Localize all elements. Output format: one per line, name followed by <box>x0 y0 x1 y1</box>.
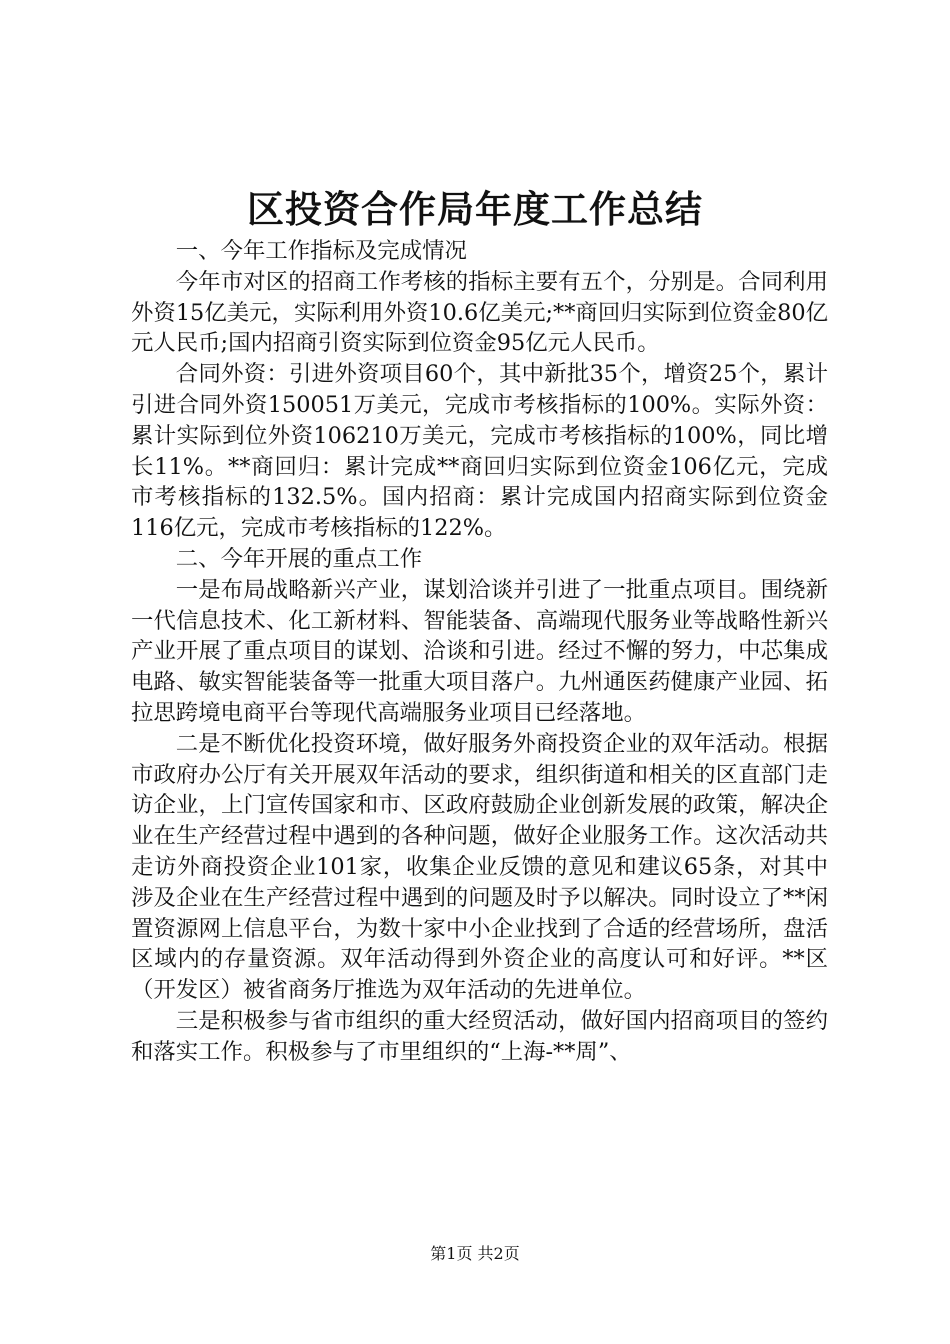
page-number-footer: 第1页 共2页 <box>430 1244 520 1263</box>
paragraph: 今年市对区的招商工作考核的指标主要有五个，分别是。合同利用外资15亿美元，实际利用外资10.6亿美元;**商回归实际到位资金80亿元人民币;国内招商引资实际到位资金95亿元人民币。 <box>131 268 828 357</box>
document-body <box>131 236 828 1068</box>
paragraph: 三是积极参与省市组织的重大经贸活动，做好国内招商项目的签约和落实工作。积极参与了市里组织的“上海-**周”、 <box>131 1007 828 1065</box>
paragraph: 一是布局战略新兴产业，谋划洽谈并引进了一批重点项目。围绕新一代信息技术、化工新材料、智能装备、高端现代服务业等战略性新兴产业开展了重点项目的谋划、洽谈和引进。经过不懈的努力，中芯集成电路、敏实智能装备等一批重大项目落户。九州通医药健康产业园、拓拉思跨境电商平台等现代高端服务业项目已经落地。 <box>131 576 828 726</box>
section-heading-1: 一、今年工作指标及完成情况 <box>175 238 467 264</box>
section-heading-2: 二、今年开展的重点工作 <box>175 545 423 572</box>
paragraph: 二是不断优化投资环境，做好服务外商投资企业的双年活动。根据市政府办公厅有关开展双年活动的要求，组织街道和相关的区直部门走访企业，上门宣传国家和市、区政府鼓励企业创新发展的政策，解决企业在生产经营过程中遇到的各种问题，做好企业服务工作。这次活动共走访外商投资企业101家，收集企业反馈的意见和建议65条，对其中涉及企业在生产经营过程中遇到的问题及时予以解决。同时设立了**闲置资源网上信息平台，为数十家中小企业找到了合适的经营场所，盘活区域内的存量资源。双年活动得到外资企业的高度认可和好评。**区（开发区）被省商务厅推选为双年活动的先进单位。 <box>131 730 828 1004</box>
paragraph: 合同外资：引进外资项目60个，其中新批35个，增资25个，累计引进合同外资150051万美元，完成市考核指标的100%。实际外资：累计实际到位外资106210万美元，完成市考核指标的100%，同比增长11%。**商回归：累计完成**商回归实际到位资金106亿元，完成市考核指标的132.5%。国内招商：累计完成国内招商实际到位资金116亿元，完成市考核指标的122%。 <box>131 361 828 542</box>
document-title: 区投资合作局年度工作总结 <box>247 187 703 231</box>
